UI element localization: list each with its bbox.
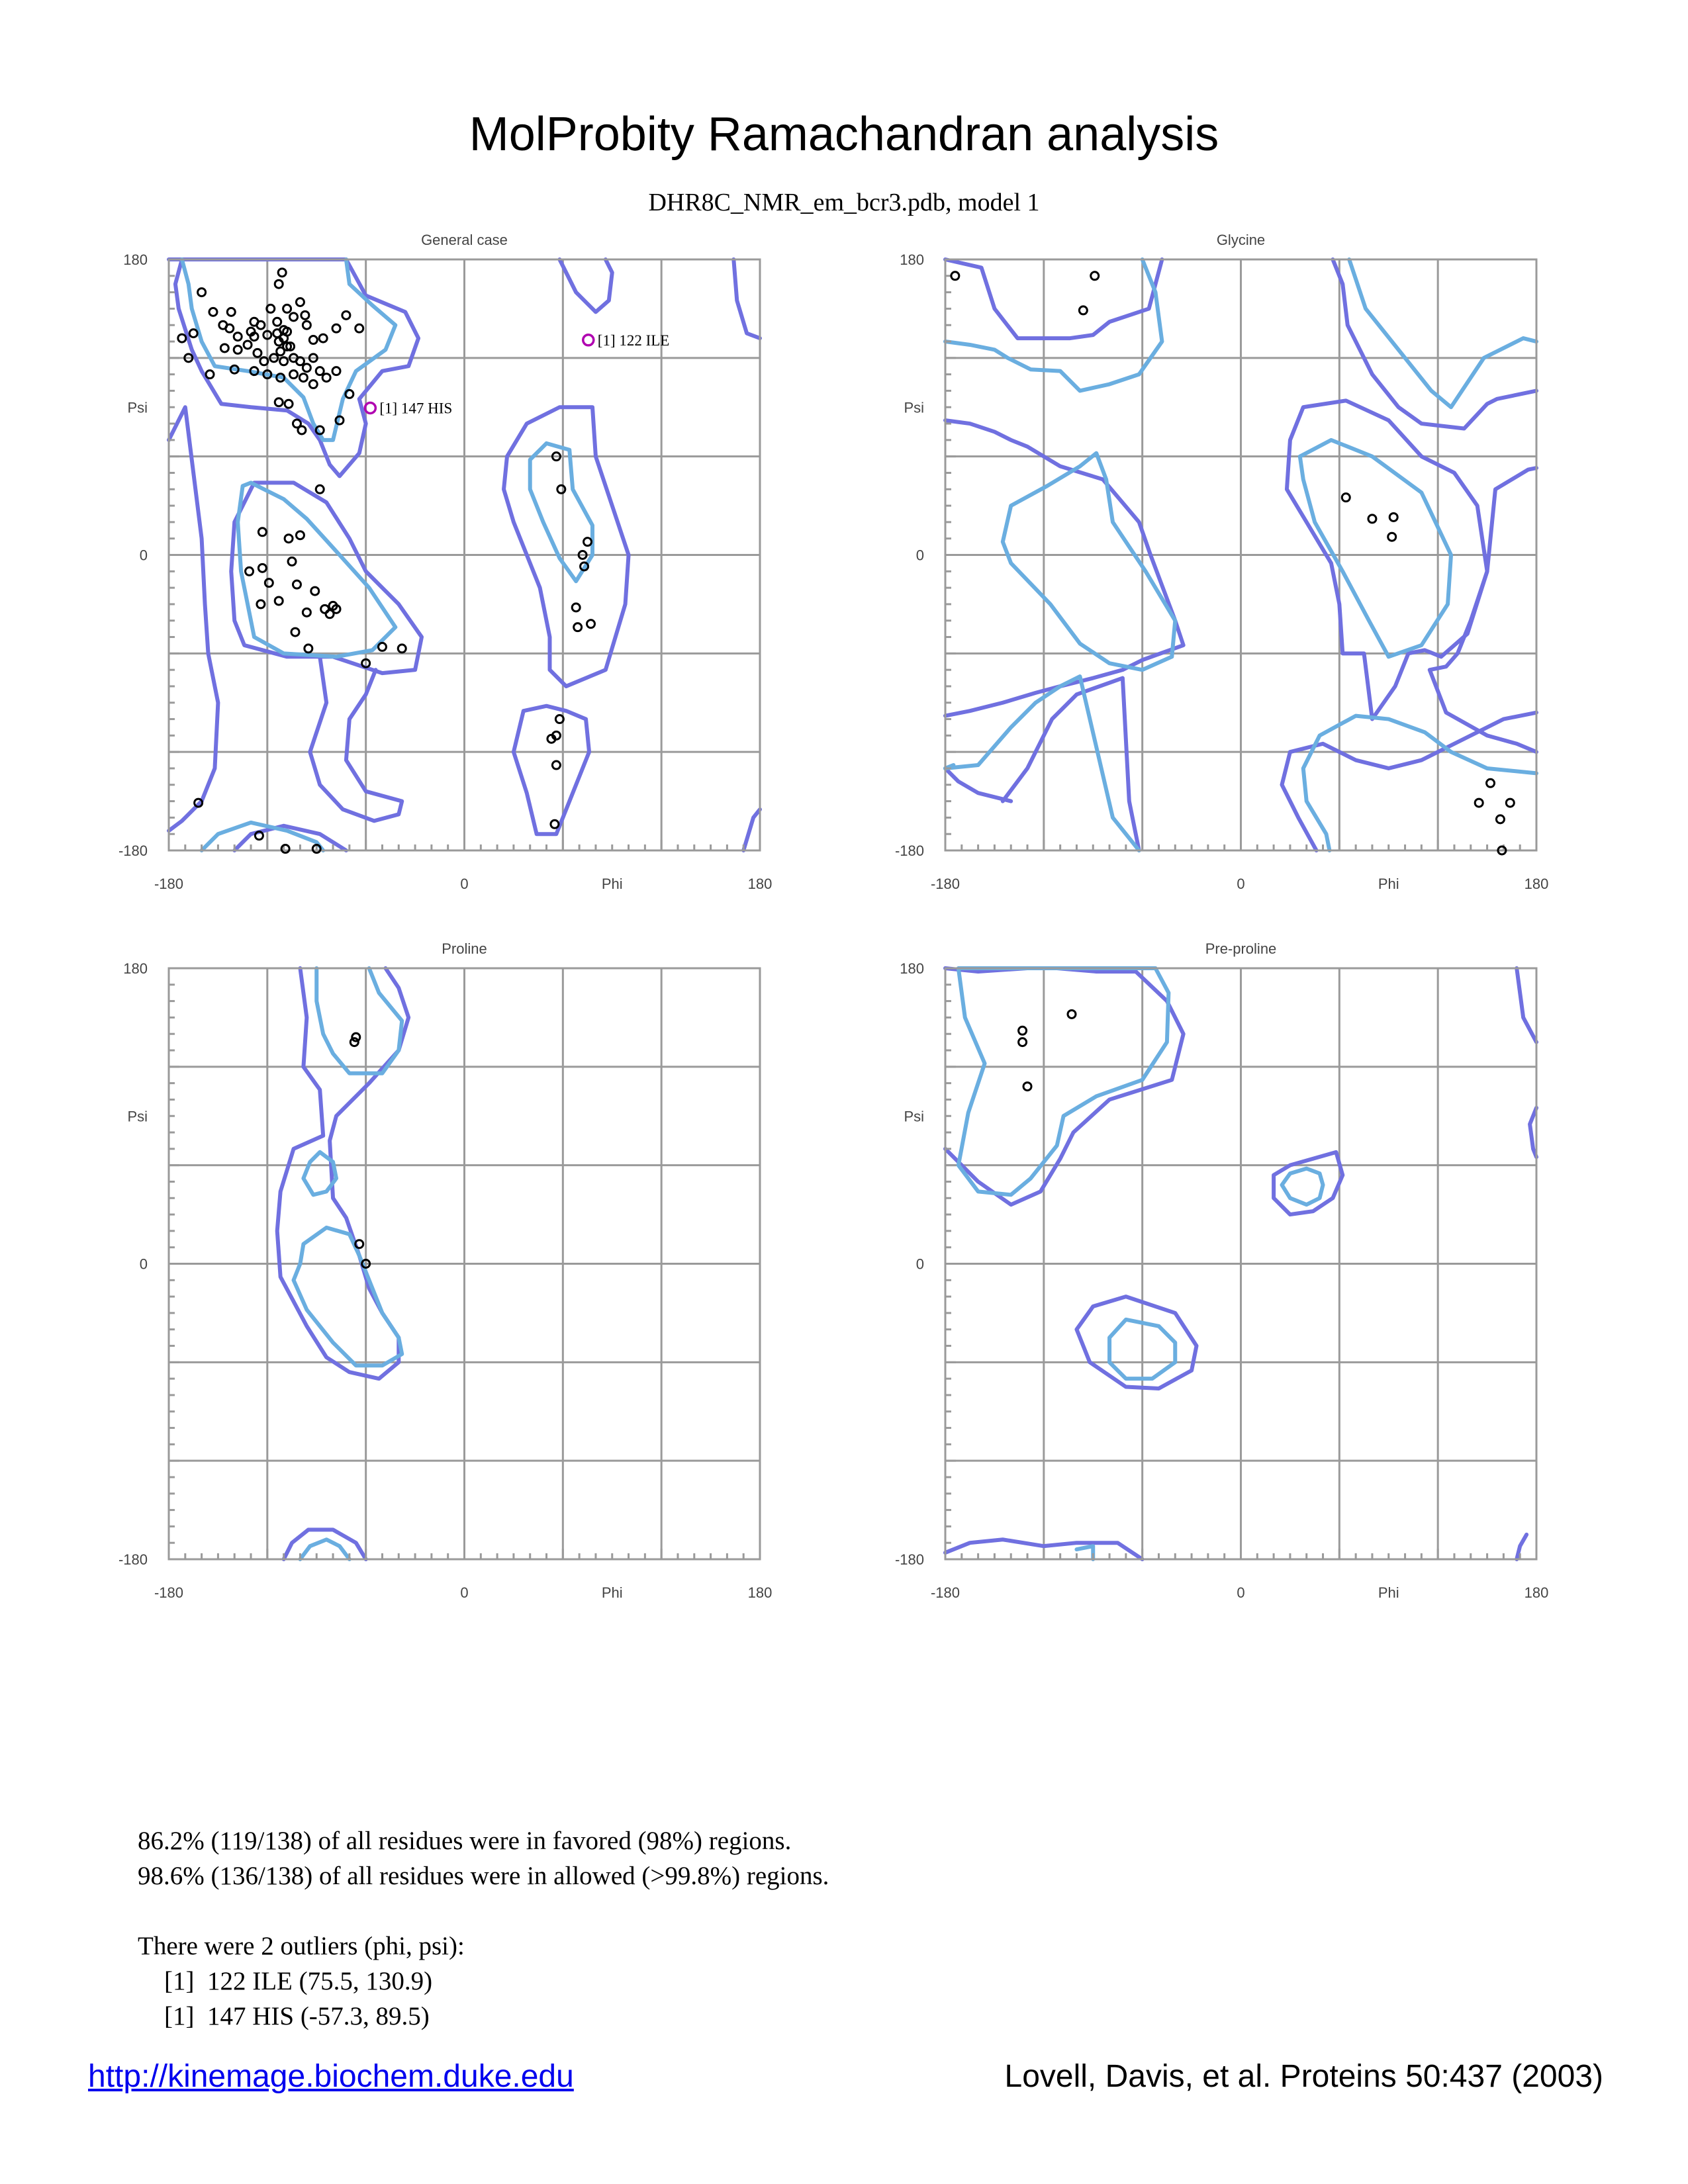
residue-point: [278, 269, 286, 277]
residue-point: [951, 272, 959, 280]
panel-title: Glycine: [1216, 232, 1266, 248]
favored-region-contour: [530, 443, 592, 581]
residue-point: [257, 600, 265, 608]
residue-point: [326, 610, 334, 618]
residue-point: [342, 311, 350, 319]
residue-point: [220, 344, 228, 352]
residue-point: [1368, 515, 1376, 523]
allowed-region-contour: [310, 657, 402, 821]
file-subtitle: DHR8C_NMR_em_bcr3.pdb, model 1: [648, 189, 1040, 216]
favored-region-contour: [945, 259, 1162, 390]
residue-point: [206, 371, 214, 379]
residue-point: [319, 334, 327, 342]
residue-point: [332, 324, 340, 332]
allowed-region-contour: [1517, 1535, 1526, 1559]
residue-point: [1019, 1026, 1027, 1034]
allowed-region-contour: [231, 482, 422, 673]
y-tick-label: 0: [915, 547, 924, 564]
residue-point: [1506, 799, 1514, 807]
x-tick-label: 0: [1237, 1584, 1245, 1601]
y-tick-label: -180: [894, 842, 924, 859]
residue-point: [288, 557, 296, 565]
y-tick-label: 180: [123, 251, 148, 268]
residue-point: [355, 324, 363, 332]
x-tick-label: Phi: [601, 876, 623, 892]
residue-point: [285, 535, 293, 543]
y-tick-label: 0: [139, 547, 148, 564]
x-tick-label: Phi: [1378, 1584, 1399, 1601]
residue-point: [244, 341, 252, 349]
x-tick-label: -180: [154, 1584, 184, 1601]
residue-point: [309, 381, 317, 388]
residue-point: [298, 426, 306, 434]
residue-point: [1019, 1038, 1027, 1046]
allowed-region-contour: [284, 1529, 366, 1559]
favored-region-contour: [1282, 1169, 1323, 1205]
residue-point: [273, 330, 281, 338]
panel-title: Proline: [442, 940, 487, 957]
x-tick-label: Phi: [601, 1584, 623, 1601]
y-tick-label: -180: [118, 842, 148, 859]
allowed-region-contour: [733, 259, 760, 338]
summary-statistics: [138, 1823, 829, 2034]
residue-point: [305, 645, 312, 653]
favored-region-contour: [1349, 259, 1536, 407]
allowed-region-contour: [945, 259, 1162, 338]
allowed-region-contour: [743, 809, 760, 850]
residue-point: [1023, 1083, 1031, 1091]
residue-point: [552, 761, 560, 769]
panel-general-case: [118, 232, 772, 892]
allowed-region-contour: [514, 706, 589, 834]
residue-point: [398, 645, 406, 653]
y-tick-label: Psi: [127, 399, 148, 416]
outlier-label: [1] 147 HIS: [379, 400, 453, 417]
residue-point: [234, 333, 242, 341]
residue-point: [275, 398, 283, 406]
allowed-region-contour: [945, 768, 1011, 801]
y-tick-label: Psi: [904, 399, 924, 416]
residue-point: [574, 623, 582, 631]
favored-region-contour: [316, 968, 402, 1073]
x-tick-label: -180: [930, 1584, 961, 1601]
x-tick-label: -180: [930, 876, 961, 892]
x-tick-label: 180: [747, 1584, 773, 1601]
x-tick-label: -180: [154, 876, 184, 892]
residue-point: [378, 643, 386, 651]
allowed-region-contour: [277, 968, 408, 1379]
residue-point: [293, 580, 301, 588]
page-title: MolProbity Ramachandran analysis: [469, 108, 1219, 161]
outlier-line: [1] 122 ILE (75.5, 130.9): [164, 1967, 433, 1995]
residue-point: [322, 374, 330, 382]
favored-summary: 86.2% (119/138) of all residues were in favored (98%) regions.: [138, 1827, 792, 1855]
y-tick-label: -180: [118, 1551, 148, 1568]
favored-region-contour: [1003, 453, 1175, 670]
panel-title: Pre-proline: [1205, 940, 1277, 957]
residue-point: [273, 318, 281, 326]
allowed-region-contour: [1517, 968, 1536, 1042]
residue-point: [283, 304, 291, 312]
residue-point: [350, 1038, 358, 1046]
y-tick-label: 180: [900, 960, 924, 977]
residue-point: [301, 311, 309, 319]
residue-point: [572, 604, 580, 612]
residue-point: [265, 579, 273, 587]
residue-point: [557, 485, 565, 493]
residue-point: [1475, 799, 1483, 807]
residue-point: [303, 321, 310, 329]
panel-title: General case: [421, 232, 508, 248]
citation: Lovell, Davis, et al. Proteins 50:437 (2003): [1004, 2059, 1603, 2094]
panel-proline: [118, 940, 772, 1601]
residue-point: [198, 289, 206, 296]
residue-point: [1079, 306, 1087, 314]
residue-point: [178, 334, 186, 342]
y-tick-label: 180: [123, 960, 148, 977]
residue-point: [587, 620, 595, 628]
residue-point: [290, 313, 298, 321]
residue-point: [1091, 272, 1099, 280]
residue-point: [316, 485, 324, 493]
residue-point: [309, 336, 317, 344]
y-tick-label: Psi: [127, 1108, 148, 1125]
favored-region-contour: [1303, 716, 1536, 850]
residue-point: [275, 280, 283, 288]
x-tick-label: 0: [460, 1584, 469, 1601]
residue-point: [275, 597, 283, 605]
outlier-line: [1] 147 HIS (-57.3, 89.5): [164, 2002, 430, 2030]
panel-pre-proline: [895, 940, 1548, 1601]
y-tick-label: -180: [894, 1551, 924, 1568]
residue-point: [303, 608, 310, 616]
residue-point: [281, 845, 289, 853]
favored-region-contour: [959, 968, 1169, 1195]
allowed-region-contour: [169, 407, 218, 831]
x-tick-label: 0: [460, 876, 469, 892]
favored-region-contour: [1076, 1546, 1093, 1559]
kinemage-link[interactable]: http://kinemage.biochem.duke.edu: [88, 2059, 574, 2094]
residue-point: [316, 367, 324, 375]
panel-glycine: [895, 232, 1548, 892]
residue-point: [246, 567, 254, 575]
outlier-label: [1] 122 ILE: [597, 332, 670, 349]
x-tick-label: 180: [747, 876, 773, 892]
allowed-region-contour: [1076, 1297, 1196, 1388]
residue-point: [209, 308, 217, 316]
outlier-point: [583, 335, 594, 345]
residue-point: [303, 364, 310, 372]
residue-point: [258, 528, 266, 536]
favored-region-contour: [300, 1539, 349, 1559]
allowed-region-contour: [1333, 259, 1536, 428]
residue-point: [1389, 513, 1397, 521]
x-tick-label: 0: [1237, 876, 1245, 892]
residue-point: [1487, 779, 1495, 787]
residue-point: [1068, 1010, 1076, 1018]
residue-point: [291, 628, 299, 636]
outliers-header: There were 2 outliers (phi, psi):: [138, 1932, 465, 1960]
y-tick-label: Psi: [904, 1108, 924, 1125]
residue-point: [254, 349, 261, 357]
x-tick-label: 180: [1524, 1584, 1549, 1601]
allowed-region-contour: [945, 420, 1184, 716]
allowed-region-contour: [945, 968, 1184, 1205]
allowed-region-contour: [559, 259, 612, 312]
residue-point: [299, 374, 307, 382]
favored-region-contour: [238, 482, 395, 657]
residue-point: [332, 367, 340, 375]
y-tick-label: 0: [139, 1255, 148, 1273]
y-tick-label: 0: [915, 1255, 924, 1273]
residue-point: [285, 400, 293, 408]
residue-point: [1388, 533, 1396, 541]
residue-point: [226, 324, 234, 332]
x-tick-label: Phi: [1378, 876, 1399, 892]
residue-point: [311, 587, 319, 595]
allowed-summary: 98.6% (136/138) of all residues were in allowed (>99.8%) regions.: [138, 1862, 829, 1890]
favored-region-contour: [294, 1228, 402, 1365]
y-tick-label: 180: [900, 251, 924, 268]
residue-point: [296, 531, 304, 539]
favored-region-contour: [945, 676, 1139, 850]
residue-point: [290, 371, 298, 379]
residue-point: [1342, 494, 1350, 502]
residue-point: [551, 820, 559, 828]
residue-point: [1496, 815, 1504, 823]
residue-point: [584, 538, 592, 546]
residue-point: [296, 298, 304, 306]
residue-point: [189, 330, 197, 338]
residue-point: [227, 308, 235, 316]
residue-point: [234, 345, 242, 353]
residue-point: [250, 318, 258, 326]
residue-point: [258, 564, 266, 572]
x-tick-label: 180: [1524, 876, 1549, 892]
